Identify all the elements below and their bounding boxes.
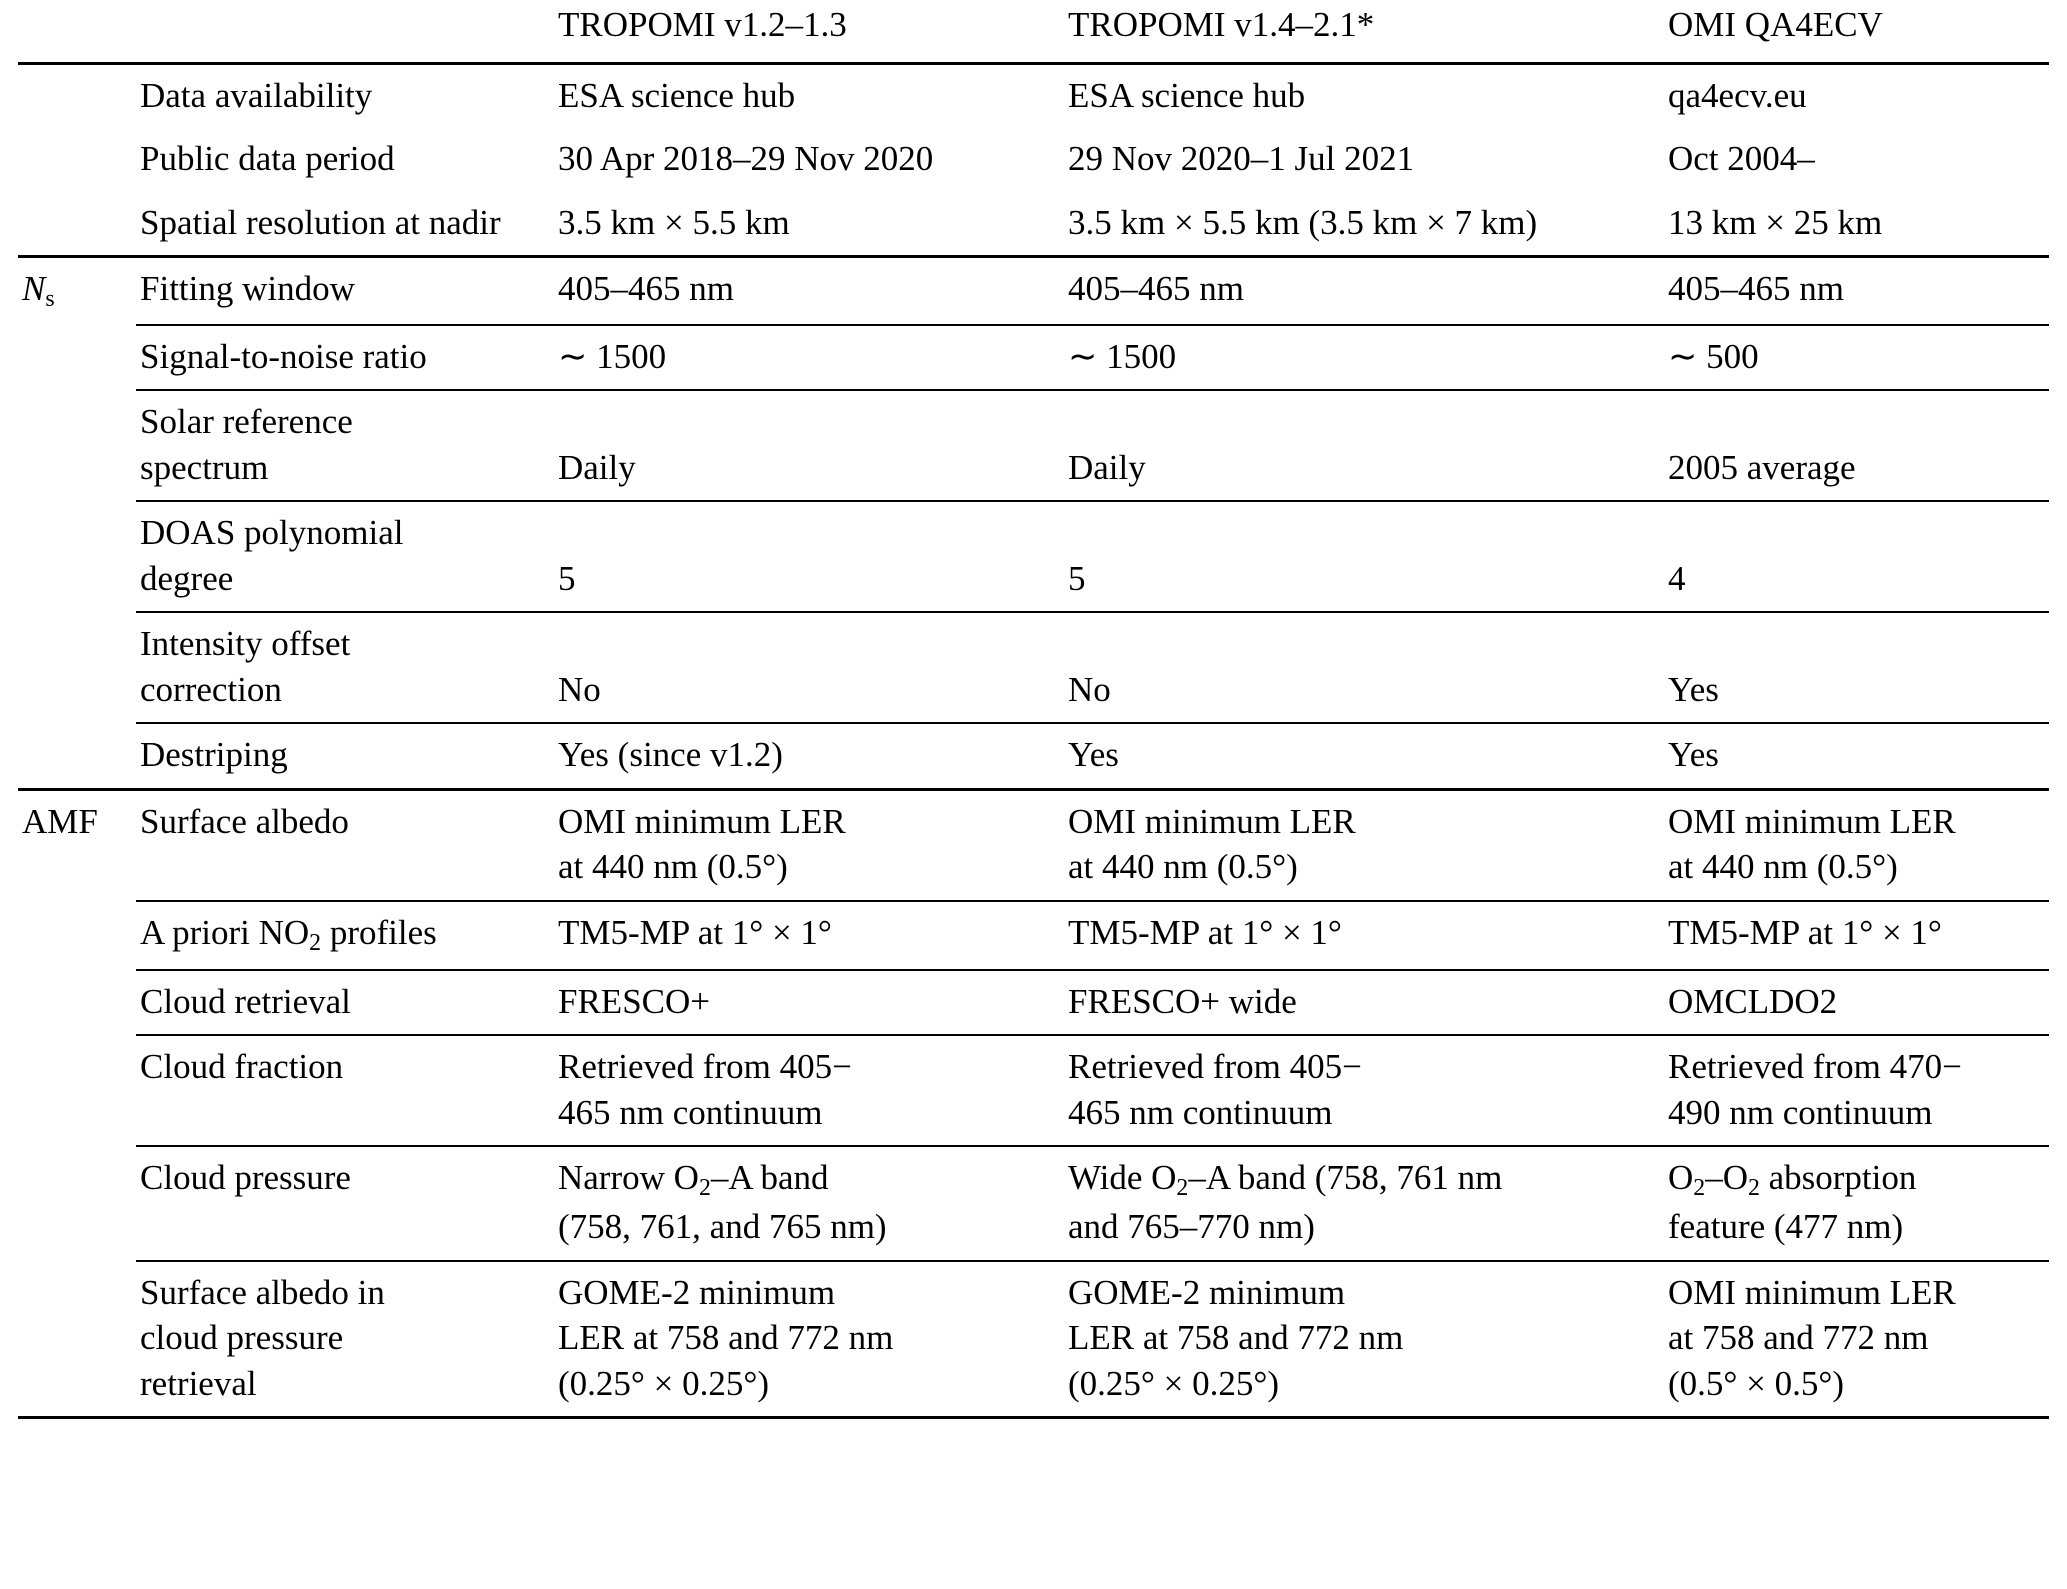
- cell-destriping-v14: Yes: [1064, 723, 1664, 789]
- group-label-ns: [18, 257, 136, 325]
- cell-doas-degree-omi: [1664, 501, 2049, 612]
- row-label-line: spectrum: [140, 447, 269, 487]
- cell-line: (0.25° × 0.25°): [558, 1363, 770, 1403]
- row-label-destriping: Destriping: [136, 723, 554, 789]
- cell-data-availability-v14: ESA science hub: [1064, 63, 1664, 128]
- column-header-tropomi-v12: TROPOMI v1.2–1.3: [558, 5, 847, 44]
- cell-spatial-resolution-v12: 3.5 km × 5.5 km: [558, 202, 790, 242]
- cell-line: Narrow $O_2-A$ band: [558, 1158, 829, 1202]
- cell-a-priori-v12: TM5-MP at 1° × 1°: [554, 901, 1064, 970]
- row-label-line: retrieval: [140, 1363, 257, 1403]
- row-label-data-availability: Data availability: [136, 63, 554, 128]
- cell-line: OMI minimum LER: [558, 801, 846, 841]
- rule-cell: [1664, 1418, 2049, 1420]
- cell-cloud-fraction-v12: [554, 1035, 1064, 1146]
- cell-line: No: [1068, 669, 1111, 709]
- cell-surface-albedo-cp-v12: [554, 1261, 1064, 1418]
- cell-cloud-pressure-omi: [1664, 1146, 2049, 1260]
- cell-cloud-fraction-omi: [1664, 1035, 2049, 1146]
- subscript-2: 2: [309, 929, 322, 956]
- cell-public-data-period-v14: 29 Nov 2020–1 Jul 2021: [1068, 139, 1415, 178]
- cell-surface-albedo-cp-omi: [1664, 1261, 2049, 1418]
- cell-data-availability-omi: qa4ecv.eu: [1664, 63, 2049, 128]
- cell-line: LER at 758 and 772 nm: [558, 1318, 894, 1358]
- cell-solar-reference-v12: [554, 390, 1064, 501]
- table-row: [18, 723, 2049, 789]
- cell-line: Daily: [558, 447, 636, 487]
- cell-line: 2005 average: [1668, 447, 1856, 487]
- row-label-cloud-fraction: Cloud fraction: [136, 1035, 554, 1146]
- group-spacer: [18, 901, 136, 970]
- table-bottom-rule: [18, 1418, 2049, 1420]
- table-row: [18, 789, 2049, 901]
- cell-line: Retrieved from 470−: [1668, 1047, 1962, 1087]
- cell-destriping-v12: Yes (since v1.2): [554, 723, 1064, 789]
- cell-fitting-window-omi: 405–465 nm: [1664, 257, 2049, 325]
- cell-spatial-resolution-omi: 13 km × 25 km: [1668, 202, 1883, 242]
- header-blank-group: [18, 0, 136, 63]
- group-spacer: [18, 1035, 136, 1146]
- row-label-intensity-offset-correction: [136, 612, 554, 723]
- cell-line: 5: [1068, 558, 1086, 598]
- cell-line: 490 nm continuum: [1668, 1092, 1933, 1132]
- rule-cell: [1064, 1418, 1664, 1420]
- table-row: [18, 1261, 2049, 1418]
- cell-line: $O_2-O_2$ absorption: [1668, 1158, 1917, 1202]
- cell-surface-albedo-omi: [1664, 789, 2049, 901]
- rule-cell: [136, 1418, 554, 1420]
- cell-line: at 758 and 772 nm: [1668, 1318, 1929, 1358]
- group-label-ns-sub: s: [45, 285, 55, 312]
- cell-snr-omi: ∼ 500: [1664, 325, 2049, 391]
- table-row: [18, 63, 2049, 128]
- cell-line: OMI minimum LER: [1068, 801, 1356, 841]
- cell-line: (0.25° × 0.25°): [1068, 1363, 1280, 1403]
- cell-line: Retrieved from 405−: [1068, 1047, 1362, 1087]
- group-label-amf: AMF: [18, 789, 136, 901]
- cell-fitting-window-v12: 405–465 nm: [554, 257, 1064, 325]
- cell-public-data-period-omi: Oct 2004–: [1668, 139, 1815, 178]
- cell-line: 4: [1668, 558, 1686, 598]
- group-spacer: [18, 501, 136, 612]
- row-label-a-priori-no2-profiles: A priori $NO_2$ profiles: [136, 901, 554, 970]
- group-spacer: [18, 612, 136, 723]
- row-label-surface-albedo: Surface albedo: [136, 789, 554, 901]
- cell-line: LER at 758 and 772 nm: [1068, 1318, 1404, 1358]
- header-blank-param: [136, 0, 554, 63]
- row-label-solar-reference-spectrum: [136, 390, 554, 501]
- group-spacer: [18, 970, 136, 1036]
- row-label-line: Solar reference: [140, 402, 353, 442]
- cell-spatial-resolution-v14: 3.5 km × 5.5 km (3.5 km × 7 km): [1068, 202, 1538, 242]
- cell-line: at 440 nm (0.5°): [558, 847, 788, 887]
- cell-solar-reference-v14: [1064, 390, 1664, 501]
- row-label-cloud-pressure: Cloud pressure: [136, 1146, 554, 1260]
- cell-line: 465 nm continuum: [558, 1092, 823, 1132]
- cell-line: OMI minimum LER: [1668, 801, 1956, 841]
- group-spacer: [18, 325, 136, 391]
- table-row: [18, 192, 2049, 257]
- row-label-snr: Signal-to-noise ratio: [136, 325, 554, 391]
- cell-line: Daily: [1068, 447, 1146, 487]
- cell-line: (758, 761, and 765 nm): [558, 1207, 887, 1247]
- cell-line: Wide $O_2-A$ band (758, 761 nm: [1068, 1158, 1503, 1202]
- cell-cloud-pressure-v14: [1064, 1146, 1664, 1260]
- row-label-doas-polynomial-degree: [136, 501, 554, 612]
- rule-cell: [18, 1418, 136, 1420]
- cell-line: OMI minimum LER: [1668, 1272, 1956, 1312]
- table-row: [18, 325, 2049, 391]
- cell-line: at 440 nm (0.5°): [1668, 847, 1898, 887]
- group-spacer: [18, 390, 136, 501]
- row-label-spatial-resolution: Spatial resolution at nadir: [140, 202, 501, 242]
- cell-solar-reference-omi: [1664, 390, 2049, 501]
- table-row: [18, 1035, 2049, 1146]
- cell-doas-degree-v12: [554, 501, 1064, 612]
- group-spacer: [18, 1146, 136, 1260]
- table-header-row: [18, 0, 2049, 63]
- cell-surface-albedo-v12: [554, 789, 1064, 901]
- cell-intensity-offset-v12: [554, 612, 1064, 723]
- row-label-public-data-period: Public data period: [140, 139, 395, 178]
- cell-cloud-retrieval-v14: FRESCO+ wide: [1064, 970, 1664, 1036]
- cell-intensity-offset-v14: [1064, 612, 1664, 723]
- cell-cloud-fraction-v14: [1064, 1035, 1664, 1146]
- cell-line: GOME-2 minimum: [1068, 1272, 1346, 1312]
- group-spacer: [18, 1261, 136, 1418]
- rule-cell: [554, 1418, 1064, 1420]
- group-spacer: [18, 723, 136, 789]
- cell-line: (0.5° × 0.5°): [1668, 1363, 1845, 1403]
- cell-snr-v12: ∼ 1500: [554, 325, 1064, 391]
- cell-cloud-retrieval-v12: FRESCO+: [554, 970, 1064, 1036]
- row-label-fitting-window: Fitting window: [136, 257, 554, 325]
- table-row: [18, 970, 2049, 1036]
- row-label-line: degree: [140, 558, 234, 598]
- cell-public-data-period-v12: 30 Apr 2018–29 Nov 2020: [558, 139, 934, 178]
- cell-intensity-offset-omi: [1664, 612, 2049, 723]
- comparison-table: [18, 0, 2049, 1419]
- row-label-line: Intensity offset: [140, 624, 351, 664]
- cell-line: at 440 nm (0.5°): [1068, 847, 1298, 887]
- row-label-surface-albedo-cloud-pressure: [136, 1261, 554, 1418]
- cell-line: feature (477 nm): [1668, 1207, 1904, 1247]
- cell-data-availability-v12: ESA science hub: [554, 63, 1064, 128]
- general-group-blank: [18, 63, 136, 128]
- table-row: [18, 501, 2049, 612]
- cell-line: and 765–770 nm): [1068, 1207, 1315, 1247]
- cell-fitting-window-v14: 405–465 nm: [1064, 257, 1664, 325]
- cell-destriping-omi: Yes: [1664, 723, 2049, 789]
- table-row: [18, 390, 2049, 501]
- cell-line: No: [558, 669, 601, 709]
- row-label-line: cloud pressure: [140, 1318, 344, 1358]
- row-label-line: DOAS polynomial: [140, 513, 404, 553]
- column-header-tropomi-v14: TROPOMI v1.4–2.1*: [1068, 5, 1375, 44]
- general-group-blank-2: [18, 128, 136, 192]
- table-row: [18, 612, 2049, 723]
- table-row: [18, 128, 2049, 192]
- cell-line: Retrieved from 405−: [558, 1047, 852, 1087]
- cell-line: 5: [558, 558, 576, 598]
- cell-line: Yes: [1668, 669, 1719, 709]
- group-label-ns-text: N: [22, 269, 46, 308]
- column-header-omi-qa4ecv: OMI QA4ECV: [1668, 5, 1883, 44]
- row-label-line: correction: [140, 669, 282, 709]
- row-label-line: Surface albedo in: [140, 1272, 385, 1312]
- general-group-blank-3: [18, 192, 136, 257]
- cell-snr-v14: ∼ 1500: [1064, 325, 1664, 391]
- cell-a-priori-omi: TM5-MP at 1° × 1°: [1664, 901, 2049, 970]
- cell-line: 465 nm continuum: [1068, 1092, 1333, 1132]
- table-row: [18, 257, 2049, 325]
- cell-cloud-retrieval-omi: OMCLDO2: [1664, 970, 2049, 1036]
- cell-surface-albedo-v14: [1064, 789, 1664, 901]
- cell-cloud-pressure-v12: [554, 1146, 1064, 1260]
- cell-surface-albedo-cp-v14: [1064, 1261, 1664, 1418]
- cell-line: GOME-2 minimum: [558, 1272, 836, 1312]
- table-row: [18, 1146, 2049, 1260]
- cell-doas-degree-v14: [1064, 501, 1664, 612]
- row-label-cloud-retrieval: Cloud retrieval: [136, 970, 554, 1036]
- cell-a-priori-v14: TM5-MP at 1° × 1°: [1064, 901, 1664, 970]
- table-row: [18, 901, 2049, 970]
